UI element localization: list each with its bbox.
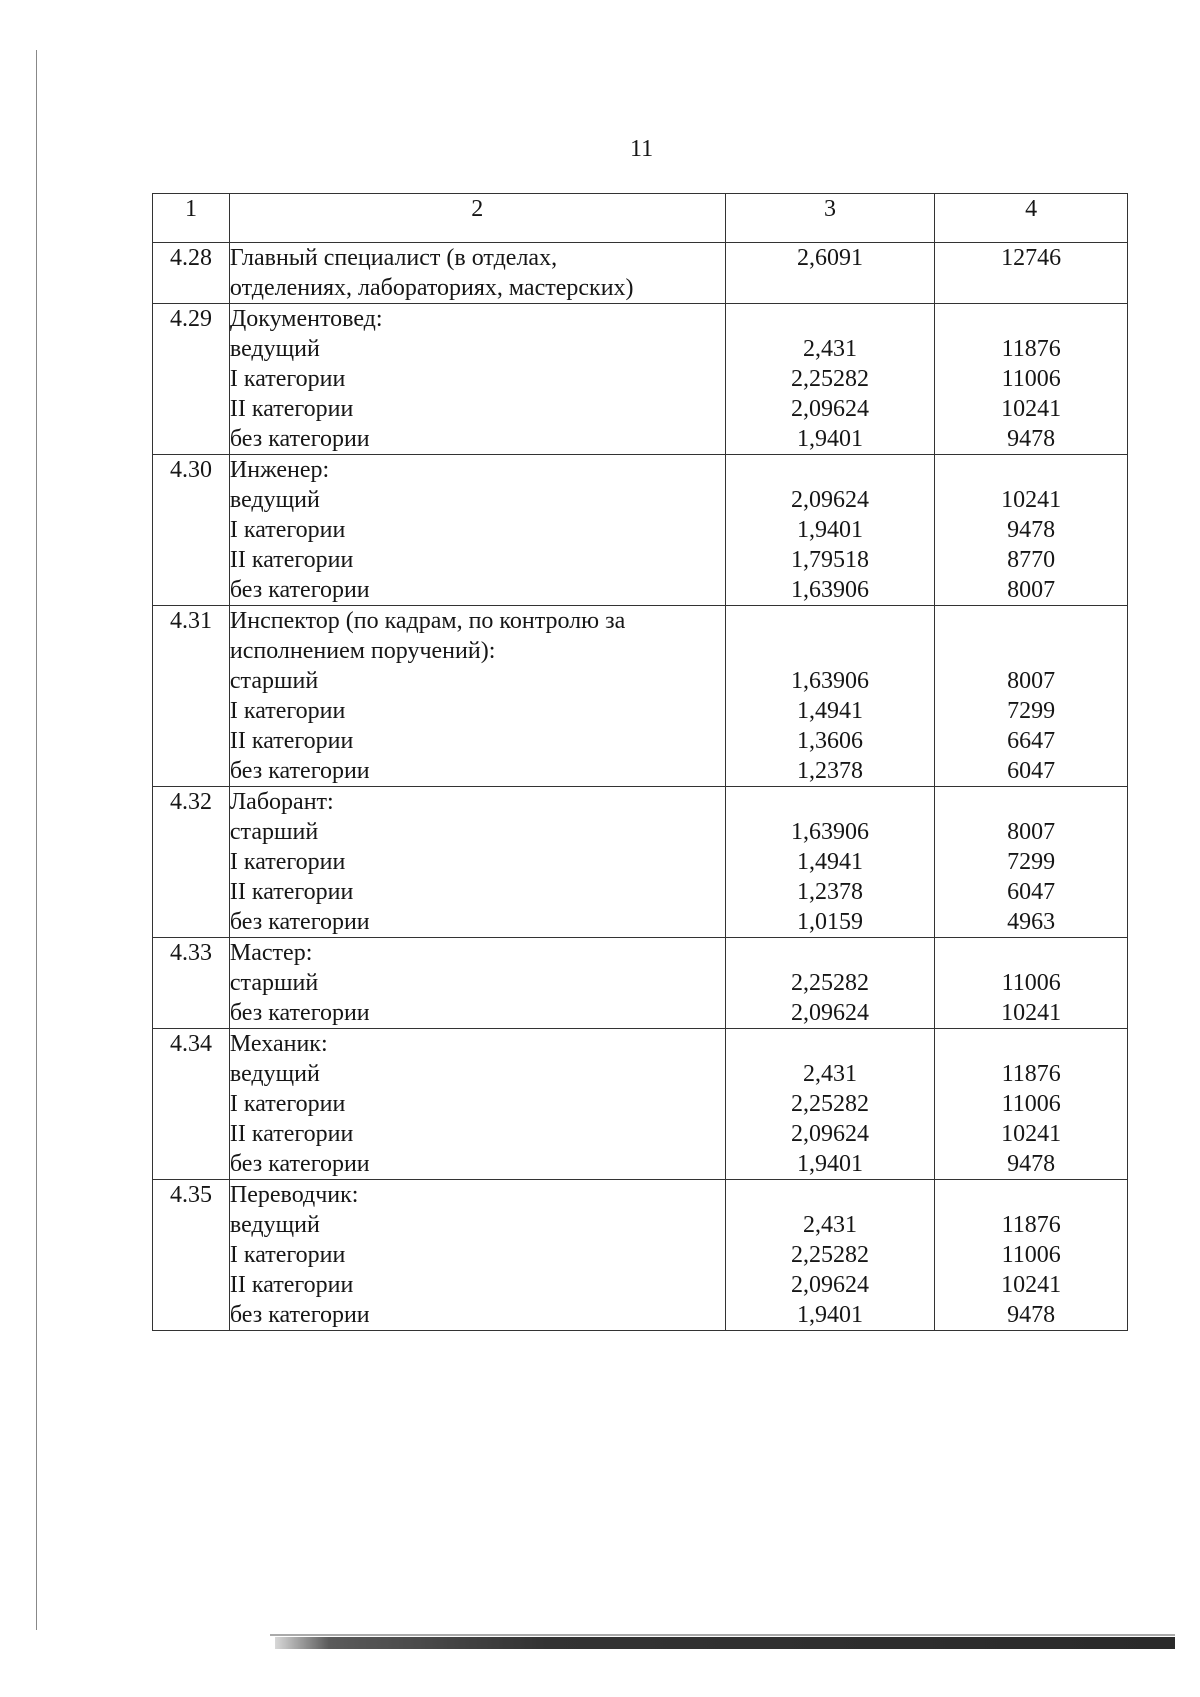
category-label: старший	[229, 970, 319, 996]
coefficient-value: 1,2378	[796, 758, 863, 784]
category-label: I категории	[229, 1091, 346, 1117]
category-label: II категории	[229, 396, 354, 422]
coefficient-value: 2,6091	[796, 245, 863, 271]
blank-line	[726, 304, 935, 334]
header-col-4: 4	[935, 194, 1128, 243]
row-coefficients	[725, 606, 935, 787]
blank-line	[935, 938, 1127, 968]
salary-value: 9478	[1007, 1151, 1056, 1177]
blank-line	[726, 938, 935, 968]
salary-value: 10241	[1001, 1121, 1062, 1147]
salary-value: 7299	[1007, 698, 1056, 724]
table-row	[153, 938, 1128, 1029]
row-position	[229, 606, 725, 787]
blank-line	[935, 636, 1127, 666]
category-label: без категории	[229, 1151, 370, 1177]
salary-table	[152, 193, 1128, 1331]
header-col-2: 2	[229, 194, 725, 243]
coefficient-value: 2,09624	[790, 1272, 869, 1298]
row-number: 4.33	[153, 938, 230, 1029]
salary-value: 10241	[1001, 1000, 1062, 1026]
table-row	[153, 243, 1128, 304]
coefficient-value: 1,0159	[796, 909, 863, 935]
table-row	[153, 304, 1128, 455]
blank-line	[935, 273, 1127, 303]
row-position	[229, 304, 725, 455]
salary-value: 9478	[1007, 426, 1056, 452]
row-coefficients	[725, 938, 935, 1029]
category-label: II категории	[229, 1121, 354, 1147]
category-label: без категории	[229, 1000, 370, 1026]
category-label: I категории	[229, 517, 346, 543]
coefficient-value: 1,9401	[796, 1151, 863, 1177]
category-label: I категории	[229, 849, 346, 875]
salary-value: 11876	[1001, 336, 1061, 362]
row-number: 4.31	[153, 606, 230, 787]
salary-value: 11876	[1001, 1061, 1061, 1087]
coefficient-value: 2,25282	[790, 1242, 869, 1268]
salary-value: 8007	[1007, 577, 1056, 603]
row-salaries	[935, 787, 1128, 938]
scan-margin-line	[36, 50, 37, 1630]
coefficient-value: 1,63906	[790, 577, 869, 603]
salary-value: 12746	[1001, 245, 1062, 271]
blank-line	[726, 455, 935, 485]
header-col-3: 3	[725, 194, 935, 243]
category-label: II категории	[229, 879, 354, 905]
salary-value: 9478	[1007, 517, 1056, 543]
coefficient-value: 1,79518	[790, 547, 869, 573]
category-label: ведущий	[229, 336, 320, 362]
row-salaries	[935, 243, 1128, 304]
scan-edge-line	[270, 1634, 1175, 1636]
coefficient-value: 2,09624	[790, 487, 869, 513]
blank-line	[935, 1029, 1127, 1059]
position-title: исполнением поручений):	[229, 638, 496, 664]
coefficient-value: 2,431	[802, 1212, 857, 1238]
category-label: без категории	[229, 577, 370, 603]
category-label: старший	[229, 668, 319, 694]
row-coefficients	[725, 243, 935, 304]
category-label: I категории	[229, 698, 346, 724]
row-position	[229, 455, 725, 606]
salary-value: 8007	[1007, 819, 1056, 845]
coefficient-value: 1,9401	[796, 517, 863, 543]
position-title: Механик:	[229, 1031, 328, 1057]
blank-line	[935, 304, 1127, 334]
row-number: 4.28	[153, 243, 230, 304]
table-row	[153, 787, 1128, 938]
row-number: 4.34	[153, 1029, 230, 1180]
position-title: отделениях, лабораториях, мастерских)	[229, 275, 634, 301]
blank-line	[935, 606, 1127, 636]
position-title: Инженер:	[229, 457, 330, 483]
row-coefficients	[725, 304, 935, 455]
row-salaries	[935, 304, 1128, 455]
salary-value: 4963	[1007, 909, 1056, 935]
salary-value: 6647	[1007, 728, 1056, 754]
coefficient-value: 1,4941	[796, 849, 863, 875]
blank-line	[935, 455, 1127, 485]
category-label: ведущий	[229, 487, 320, 513]
coefficient-value: 1,3606	[796, 728, 863, 754]
category-label: ведущий	[229, 1061, 320, 1087]
table-row	[153, 455, 1128, 606]
salary-value: 9478	[1007, 1302, 1056, 1328]
salary-value: 11006	[1001, 1091, 1061, 1117]
category-label: без категории	[229, 426, 370, 452]
salary-value: 7299	[1007, 849, 1056, 875]
position-title: Лаборант:	[229, 789, 334, 815]
table-row	[153, 1029, 1128, 1180]
category-label: I категории	[229, 1242, 346, 1268]
coefficient-value: 1,9401	[796, 426, 863, 452]
row-number: 4.29	[153, 304, 230, 455]
blank-line	[726, 636, 935, 666]
category-label: без категории	[229, 758, 370, 784]
row-number: 4.35	[153, 1180, 230, 1331]
blank-line	[935, 1180, 1127, 1210]
blank-line	[726, 273, 935, 303]
row-number: 4.30	[153, 455, 230, 606]
salary-value: 11006	[1001, 1242, 1061, 1268]
scan-bottom-bar	[275, 1637, 1175, 1649]
category-label: II категории	[229, 547, 354, 573]
coefficient-value: 1,4941	[796, 698, 863, 724]
blank-line	[726, 1180, 935, 1210]
page-number: 11	[630, 136, 654, 162]
position-title: Переводчик:	[229, 1182, 359, 1208]
row-salaries	[935, 606, 1128, 787]
category-label: II категории	[229, 1272, 354, 1298]
table-row	[153, 606, 1128, 787]
category-label: II категории	[229, 728, 354, 754]
coefficient-value: 1,2378	[796, 879, 863, 905]
row-salaries	[935, 455, 1128, 606]
row-position	[229, 1180, 725, 1331]
row-coefficients	[725, 1029, 935, 1180]
category-label: I категории	[229, 366, 346, 392]
blank-line	[726, 1029, 935, 1059]
row-position	[229, 938, 725, 1029]
salary-value: 11876	[1001, 1212, 1061, 1238]
blank-line	[726, 787, 935, 817]
category-label: старший	[229, 819, 319, 845]
table-row	[153, 1180, 1128, 1331]
salary-value: 10241	[1001, 487, 1062, 513]
coefficient-value: 2,431	[802, 1061, 857, 1087]
salary-value: 6047	[1007, 758, 1056, 784]
table-header-row	[153, 194, 1128, 243]
salary-value: 10241	[1001, 1272, 1062, 1298]
blank-line	[726, 606, 935, 636]
row-salaries	[935, 1180, 1128, 1331]
salary-value: 11006	[1001, 366, 1061, 392]
position-title: Главный специалист (в отделах,	[229, 245, 558, 271]
position-title: Документовед:	[229, 306, 383, 332]
category-label: без категории	[229, 909, 370, 935]
coefficient-value: 2,09624	[790, 1000, 869, 1026]
salary-value: 10241	[1001, 396, 1062, 422]
salary-value: 6047	[1007, 879, 1056, 905]
row-position	[229, 243, 725, 304]
row-salaries	[935, 938, 1128, 1029]
salary-value: 8007	[1007, 668, 1056, 694]
row-position	[229, 787, 725, 938]
coefficient-value: 2,431	[802, 336, 857, 362]
category-label: ведущий	[229, 1212, 320, 1238]
header-col-1: 1	[153, 194, 230, 243]
salary-value: 11006	[1001, 970, 1061, 996]
row-position	[229, 1029, 725, 1180]
blank-line	[935, 787, 1127, 817]
coefficient-value: 2,25282	[790, 366, 869, 392]
coefficient-value: 2,25282	[790, 1091, 869, 1117]
coefficient-value: 1,63906	[790, 819, 869, 845]
category-label: без категории	[229, 1302, 370, 1328]
coefficient-value: 2,25282	[790, 970, 869, 996]
coefficient-value: 1,63906	[790, 668, 869, 694]
row-salaries	[935, 1029, 1128, 1180]
coefficient-value: 2,09624	[790, 396, 869, 422]
row-coefficients	[725, 1180, 935, 1331]
position-title: Мастер:	[229, 940, 313, 966]
coefficient-value: 2,09624	[790, 1121, 869, 1147]
coefficient-value: 1,9401	[796, 1302, 863, 1328]
row-coefficients	[725, 455, 935, 606]
salary-value: 8770	[1007, 547, 1056, 573]
row-coefficients	[725, 787, 935, 938]
row-number: 4.32	[153, 787, 230, 938]
position-title: Инспектор (по кадрам, по контролю за	[229, 608, 626, 634]
